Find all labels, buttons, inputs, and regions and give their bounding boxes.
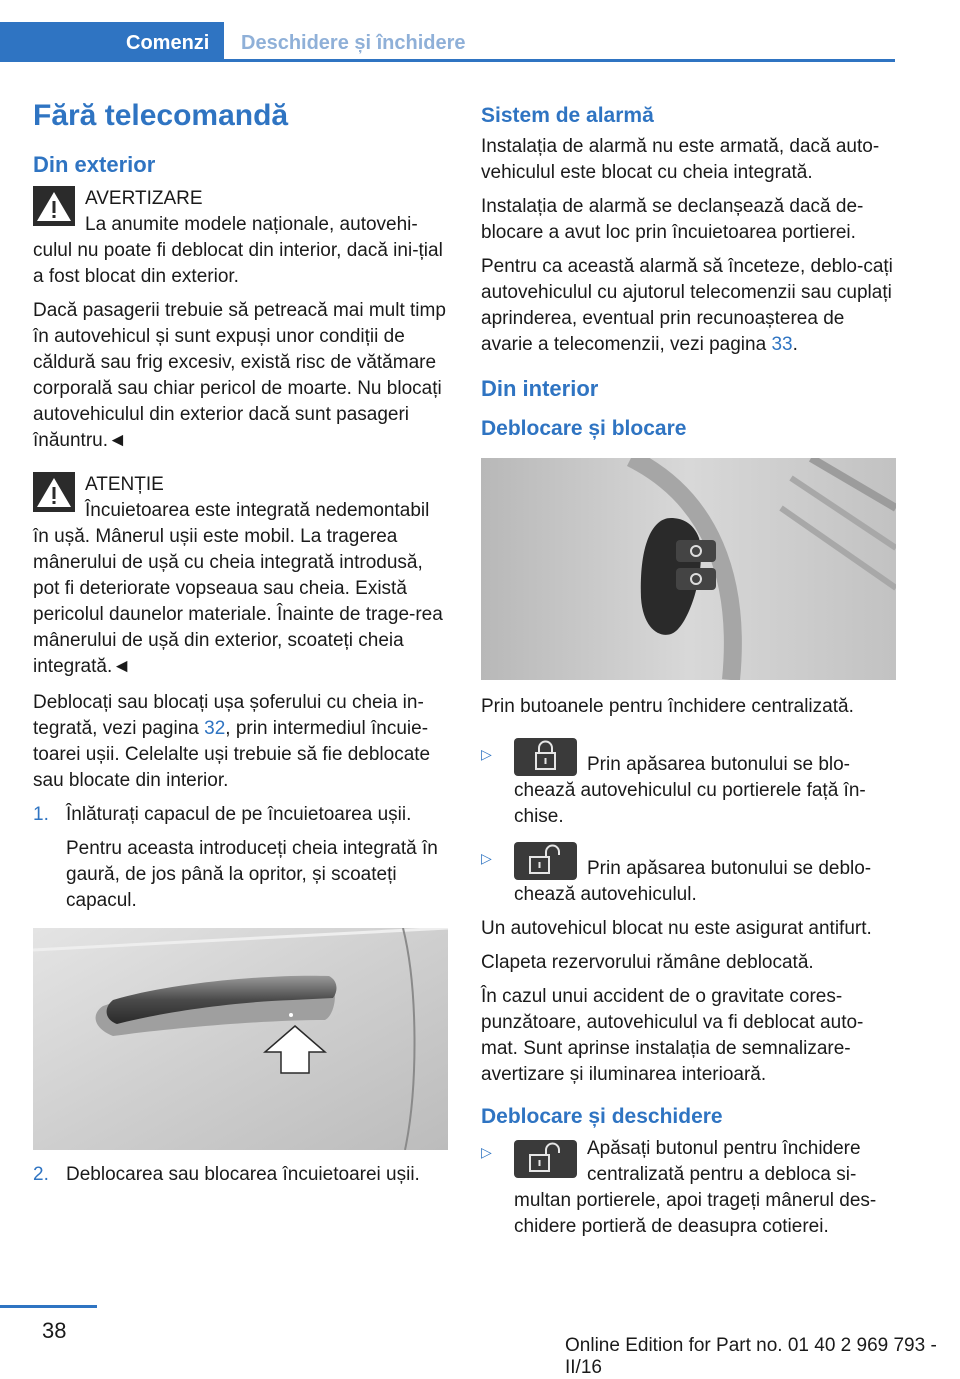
left-column (33, 96, 448, 1196)
alarm-paragraph-2: Instalația de alarmă se declanșează dacă de-blocare a avut loc prin încuietoarea portierei. (481, 196, 864, 243)
section-title-exterior: Din exterior (33, 152, 156, 177)
bullet-triangle-icon: ▷ (481, 746, 492, 762)
unlock-open-list (481, 1136, 896, 1240)
step-text: Înlăturați capacul de pe încuietoarea ușii. (66, 804, 412, 825)
body-paragraph (33, 690, 448, 794)
tab-comenzi-label: Comenzi (126, 32, 210, 54)
section-title-unlock-lock: Deblocare și blocare (481, 417, 687, 440)
bullet-triangle-icon: ▷ (481, 850, 492, 866)
alarm-text-a: Pentru ca această alarmă să înceteze, deblo-cați autovehiculul cu ajutorul telecomenzii sau cuplați aprinderea, eventual prin recunoașterea de avarie a telecomenzii, vezi pagina (481, 256, 893, 355)
list-item (33, 802, 448, 914)
bullet-text-unlock-open: Apăsați butonul pentru închidere centralizată pentru a debloca si-multan portierele, apoi trageți mânerul des-chidere portieră de deasupra cotierei. (514, 1138, 877, 1237)
list-item (481, 842, 896, 908)
paragraph-fuel-flap: Clapeta rezervorului rămâne deblocată. (481, 952, 814, 973)
body-text-b: , prin intermediul încuie-toarei ușii. Celelalte uși trebuie să fie deblocate sau blocate din interior. (33, 718, 431, 791)
bullet-text-lock: Prin apăsarea butonului se blo-chează autovehiculul cu portierele față în-chise. (514, 754, 866, 827)
page-link-33[interactable]: 33 (771, 334, 793, 355)
step-number: 2. (33, 1164, 49, 1185)
door-handle-photo (33, 928, 448, 1150)
warning-block (33, 186, 448, 454)
body-text-a: Deblocați sau blocați ușa șoferului cu cheia in-tegrată, vezi pagina (33, 692, 424, 739)
header-tabs (0, 22, 895, 62)
warning-triangle-icon (33, 472, 75, 512)
lock-icon (514, 738, 577, 776)
right-column (481, 102, 896, 1248)
unlock-icon (514, 842, 577, 880)
header-rule (0, 59, 895, 62)
caution-first-line: Încuietoarea este integrată nedemontabil (85, 500, 430, 521)
step-subtext: Pentru aceasta introduceți cheia integrată în gaură, de jos până la opritor, și scoateți capacul. (66, 838, 438, 911)
section-title-alarm: Sistem de alarmă (481, 104, 654, 127)
unlock-icon (514, 1140, 577, 1178)
page-link-32[interactable]: 32 (204, 718, 226, 739)
paragraph-accident: În cazul unui accident de o gravitate cores-punzătoare, autovehiculul va fi deblocat auto-mat. Sunt aprinse instalația de semnalizare-avertizare și iluminarea interioară. (481, 986, 864, 1085)
caution-block (33, 472, 448, 680)
warning-text-2: Dacă pasagerii trebuie să petreacă mai mult timp în autovehicul și sunt expuși unor condiții de căldură sau frig excesiv, există risc de vătămare corporală sau chiar pericol de moarte. Nu blocați autovehiculul din exterior dacă sunt pasageri înăuntru.◄ (33, 300, 446, 451)
warning-heading: AVERTIZARE (85, 188, 203, 209)
caution-text: în ușă. Mânerul ușii este mobil. La tragerea mânerului de ușă cu cheia integrată introdusă, pot fi deteriorate vopseaua sau cheia. Există pericolul daunelor materiale. Înainte de trage-rea mânerului de ușă din exterior, scoateți cheia integrată.◄ (33, 526, 443, 677)
footer-rule (0, 1305, 97, 1308)
step-text: Deblocarea sau blocarea încuietoarei ușii. (66, 1164, 420, 1185)
step-number: 1. (33, 804, 49, 825)
list-item (481, 1136, 896, 1240)
photo-caption: Prin butoanele pentru închidere centralizată. (481, 696, 854, 717)
tab-comenzi[interactable] (0, 22, 224, 62)
caution-heading: ATENȚIE (85, 474, 164, 495)
button-list (481, 738, 896, 908)
section-title-unlock-open: Deblocare și deschidere (481, 1105, 723, 1128)
warning-text: culul nu poate fi deblocat din interior, dacă ini-țial a fost blocat din exterior. (33, 240, 443, 287)
door-handle-illustration (33, 928, 448, 1150)
page-number: 38 (42, 1318, 67, 1343)
alarm-paragraph-1: Instalația de alarmă nu este armată, dacă auto-vehiculul este blocat cu cheia integrată. (481, 136, 880, 183)
list-item (33, 1162, 448, 1188)
alarm-paragraph-3 (481, 254, 896, 358)
steps-list-2 (33, 1162, 448, 1188)
door-panel-photo (481, 458, 896, 680)
section-title-interior: Din interior (481, 376, 599, 401)
list-item (481, 738, 896, 830)
paragraph-not-secured: Un autovehicul blocat nu este asigurat antifurt. (481, 918, 872, 939)
warning-triangle-icon (33, 186, 75, 226)
bullet-text-unlock: Prin apăsarea butonului se deblo-chează autovehiculul. (514, 858, 872, 905)
warning-first-line: La anumite modele naționale, autovehi- (85, 214, 418, 235)
steps-list (33, 802, 448, 914)
bullet-triangle-icon: ▷ (481, 1144, 492, 1160)
door-panel-illustration (481, 458, 896, 680)
tab-deschidere[interactable]: Deschidere și închidere (241, 32, 466, 54)
footer-edition: Online Edition for Part no. 01 40 2 969 793 - II/16 (565, 1335, 937, 1378)
alarm-text-b: . (792, 334, 798, 355)
page-title: Fără telecomandă (33, 99, 289, 132)
